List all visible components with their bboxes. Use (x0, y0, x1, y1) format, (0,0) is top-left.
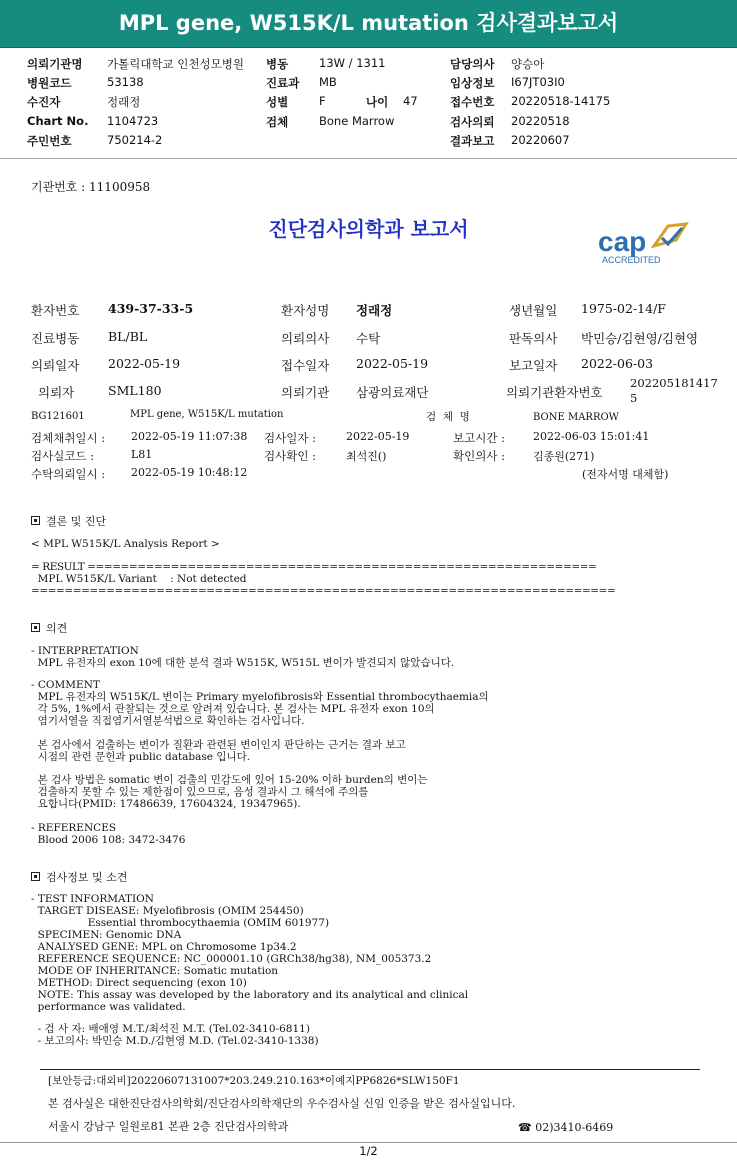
section-opinion-heading (31, 620, 67, 636)
label: 의뢰기관환자번호 (506, 385, 603, 400)
value: 13W / 1311 (319, 56, 386, 70)
label: 검체채취일시 : (31, 431, 106, 445)
value: 2022-05-19 (346, 430, 410, 443)
value: 20220518 (511, 114, 570, 128)
comment-line: 본 검사 방법은 somatic 변이 검출의 민감도에 있어 15-20% 이하 burden의 변이는 (31, 774, 428, 786)
references-text: Blood 2006 108: 3472-3476 (31, 834, 186, 846)
specimen-label: 검 체 명 (426, 411, 470, 423)
value: 47 (403, 94, 418, 108)
value: 박민승/김현영/김현영 (581, 331, 699, 346)
info-line: TARGET DISEASE: Myelofibrosis (OMIM 254450) (31, 905, 304, 917)
comment-line: 시점의 관련 문헌과 public database 입니다. (31, 751, 251, 763)
value: L81 (131, 448, 153, 461)
certification-note: 본 검사실은 대한진단검사의학회/진단검사의학재단의 우수검사실 신임 인증을 받은 검사실입니다. (48, 1097, 516, 1110)
info-line: Essential thrombocythaemia (OMIM 601977) (31, 917, 330, 929)
result-header: = RESULT ============================================================= (31, 561, 597, 573)
header-info (0, 47, 737, 157)
page-number: 1/2 (359, 1144, 378, 1158)
value: 439-37-33-5 (108, 301, 194, 316)
phone-line (518, 1121, 613, 1134)
label: 임상정보 (450, 76, 495, 90)
square-bullet-icon (31, 623, 40, 632)
info-line: MODE OF INHERITANCE: Somatic mutation (31, 965, 279, 977)
label: 검체 (266, 115, 289, 129)
info-line: ANALYSED GENE: MPL on Chromosome 1p34.2 (31, 941, 297, 953)
value: MB (319, 75, 337, 89)
value: SML180 (108, 383, 162, 398)
value: 양승아 (511, 57, 545, 71)
label: 환자번호 (31, 303, 80, 318)
label: Chart No. (27, 114, 89, 128)
value: 202205181417 (630, 376, 718, 390)
report-heading: 진단검사의학과 보고서 (268, 217, 469, 241)
phone-number: 02)3410-6469 (535, 1121, 614, 1134)
label: 의뢰자 (38, 385, 75, 400)
test-code: BG121601 (31, 411, 85, 422)
label: 병동 (266, 57, 289, 71)
value: 2022-05-19 11:07:38 (131, 430, 248, 443)
result-line: MPL W515K/L Variant : Not detected (31, 573, 247, 585)
staff-line: - 보고의사: 박민승 M.D./김현영 M.D. (Tel.02-3410-1338) (31, 1035, 319, 1047)
value: 2022-05-19 10:48:12 (131, 466, 248, 479)
info-line: SPECIMEN: Genomic DNA (31, 929, 182, 941)
label: 나이 (366, 95, 389, 109)
label: 검사확인 : (264, 449, 316, 463)
security-line: [보안등급:대외비]20220607131007*203.249.210.163*이예지PP6826*SLW150F1 (48, 1075, 460, 1087)
info-line: - TEST INFORMATION (31, 893, 154, 905)
label: 검사의뢰 (450, 115, 495, 129)
value: 20220518-14175 (511, 94, 611, 108)
label: 수진자 (27, 95, 61, 109)
comment-line: 각 5%, 1%에서 관찰되는 것으로 알려져 있습니다. 본 검사는 MPL 유전자 exon 10의 (31, 703, 435, 715)
label: 보고일자 (509, 358, 558, 373)
value: 정래정 (356, 303, 393, 318)
value: 정래정 (107, 95, 141, 109)
value: 최석진() (346, 450, 387, 463)
report-title-bar (0, 0, 737, 48)
label: 성별 (266, 95, 289, 109)
label: 의뢰일자 (31, 358, 80, 373)
section-conclusion-heading (31, 513, 106, 529)
label: 담당의사 (450, 57, 495, 71)
cap-logo-text: cap (598, 226, 647, 257)
comment-line: 염기서열을 직접염기서열분석법으로 확인하는 검사입니다. (31, 715, 305, 727)
page-footer-rule (0, 1142, 737, 1143)
lab-address: 서울시 강남구 일원로81 본관 2층 진단검사의학과 (48, 1120, 289, 1133)
header-row (0, 133, 737, 152)
value: 삼광의료재단 (356, 385, 429, 400)
label: 검사일자 : (264, 431, 316, 445)
section-title: 결론 및 진단 (46, 515, 107, 528)
value: I67JT03I0 (511, 75, 565, 89)
section-title: 의견 (46, 622, 68, 635)
value: BL/BL (108, 329, 148, 344)
section-title: 검사정보 및 소견 (46, 871, 128, 884)
comment-line: 검출하지 못할 수 있는 제한점이 있으므로, 음성 결과시 그 해석에 주의를 (31, 786, 369, 798)
header-divider (0, 158, 737, 159)
analysis-report-title: < MPL W515K/L Analysis Report > (31, 538, 220, 550)
references-heading: - REFERENCES (31, 822, 117, 834)
label: 주민번호 (27, 134, 72, 148)
interpretation-heading: - INTERPRETATION (31, 645, 139, 657)
info-line: performance was validated. (31, 1001, 186, 1013)
label: 진료과 (266, 76, 300, 90)
staff-line: - 검 사 자: 배애영 M.T./최석진 M.T. (Tel.02-3410-6811) (31, 1023, 310, 1035)
label: 확인의사 : (453, 449, 505, 463)
comment-heading: - COMMENT (31, 679, 100, 691)
label: 판독의사 (509, 331, 558, 346)
label: 진료병동 (31, 331, 80, 346)
label: 의뢰의사 (281, 331, 330, 346)
footer-rule (40, 1069, 700, 1070)
report-title: MPL gene, W515K/L mutation 검사결과보고서 (118, 11, 619, 35)
value: 750214-2 (107, 133, 163, 147)
value: Bone Marrow (319, 114, 395, 128)
value: 2022-05-19 (356, 356, 429, 371)
label: 병원코드 (27, 76, 72, 90)
info-line: METHOD: Direct sequencing (exon 10) (31, 977, 247, 989)
specimen-value: BONE MARROW (533, 412, 619, 423)
square-bullet-icon (31, 872, 40, 881)
test-name: MPL gene, W515K/L mutation (130, 409, 284, 420)
label: 보고시간 : (453, 431, 505, 445)
e-signature-note: (전자서명 대체함) (582, 468, 669, 481)
square-bullet-icon (31, 516, 40, 525)
header-row (0, 94, 737, 113)
value: 1104723 (107, 114, 159, 128)
label: 접수번호 (450, 95, 495, 109)
value: 2022-05-19 (108, 356, 181, 371)
value: 1975-02-14/F (581, 301, 666, 316)
info-line: NOTE: This assay was developed by the laboratory and its analytical and clinical (31, 989, 469, 1001)
phone-icon: ☎ (518, 1121, 536, 1134)
label: 결과보고 (450, 134, 495, 148)
label: 검사실코드 : (31, 449, 95, 463)
comment-line: 본 검사에서 검출하는 변이가 질환과 관련된 변이인지 판단하는 근거는 결과 보고 (31, 739, 406, 751)
value: 2022-06-03 (581, 356, 654, 371)
label: 접수일자 (281, 358, 330, 373)
value: 5 (630, 391, 638, 405)
value: 53138 (107, 75, 144, 89)
label: 생년월일 (509, 303, 558, 318)
value: 2022-06-03 15:01:41 (533, 430, 650, 443)
value: 가톨릭대학교 인천성모병원 (107, 57, 244, 71)
section-info-heading (31, 869, 127, 885)
label: 수탁의뢰일시 : (31, 467, 106, 481)
institution-number: 기관번호 : 11100958 (31, 180, 151, 194)
value: 김종원(271) (533, 450, 595, 463)
label: 환자성명 (281, 303, 330, 318)
header-row (0, 56, 737, 75)
value: 20220607 (511, 133, 570, 147)
value: F (319, 94, 326, 108)
label: 의뢰기관 (281, 385, 330, 400)
value: 수탁 (356, 331, 381, 346)
info-line: REFERENCE SEQUENCE: NC_000001.10 (GRCh38/hg38), NM_005373.2 (31, 953, 432, 965)
interpretation-text: MPL 유전자의 exon 10에 대한 분석 결과 W515K, W515L 변이가 발견되지 않았습니다. (31, 657, 455, 669)
comment-line: MPL 유전자의 W515K/L 변이는 Primary myelofibrosis와 Essential thrombocythaemia의 (31, 691, 489, 703)
cap-accredited-text: ACCREDITED (602, 255, 661, 265)
header-row (0, 75, 737, 94)
comment-line: 요합니다(PMID: 17486639, 17604324, 19347965). (31, 798, 301, 810)
cap-accredited-logo (596, 220, 694, 268)
header-row (0, 114, 737, 133)
label: 의뢰기관명 (27, 57, 83, 71)
result-rule: ====================================================================== (31, 585, 616, 597)
